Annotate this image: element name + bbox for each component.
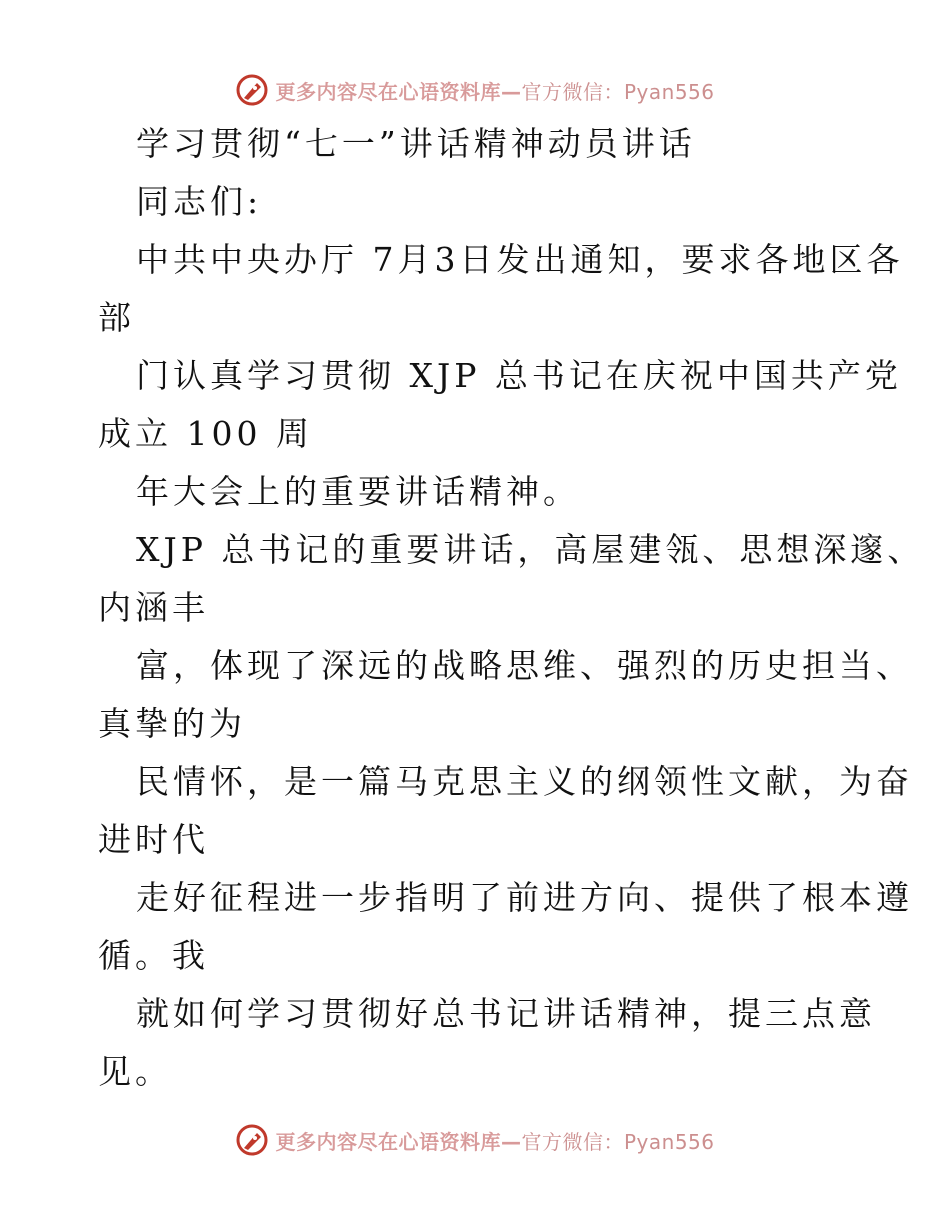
pen-nib-logo-icon xyxy=(235,73,269,107)
paragraph-line: 民情怀，是一篇马克思主义的纲领性文献，为奋 xyxy=(136,762,913,801)
paragraph-line: 循。我 xyxy=(98,936,209,975)
paragraph-line: 真挚的为 xyxy=(98,704,246,743)
paragraph-line: 见。 xyxy=(98,1052,172,1091)
pen-nib-logo-icon xyxy=(235,1123,269,1157)
header-watermark-banner xyxy=(0,70,950,110)
paragraph-line: 年大会上的重要讲话精神。 xyxy=(136,472,580,511)
banner-text: 更多内容尽在心语资料库—官方微信：Pyan556 xyxy=(275,79,715,104)
paragraph-line: 成立 100 周 xyxy=(98,414,313,453)
paragraph-line: 走好征程进一步指明了前进方向、提供了根本遵 xyxy=(136,878,913,917)
paragraph-line: 内涵丰 xyxy=(98,588,209,627)
salutation: 同志们: xyxy=(136,182,263,221)
paragraph-line: 部 xyxy=(98,298,135,337)
banner-text: 更多内容尽在心语资料库—官方微信：Pyan556 xyxy=(275,1129,715,1154)
paragraph-line: 进时代 xyxy=(98,820,209,859)
paragraph-line: 门认真学习贯彻 XJP 总书记在庆祝中国共产党 xyxy=(136,356,902,395)
paragraph-line: 中共中央办厅 7月3日发出通知，要求各地区各 xyxy=(136,240,904,279)
footer-watermark-banner xyxy=(0,1120,950,1160)
paragraph-line: 就如何学习贯彻好总书记讲话精神，提三点意 xyxy=(136,994,876,1033)
paragraph-line: 富，体现了深远的战略思维、强烈的历史担当、 xyxy=(136,646,913,685)
paragraph-line: XJP 总书记的重要讲话，高屋建瓴、思想深邃、 xyxy=(136,530,925,569)
document-title: 学习贯彻“七一”讲话精神动员讲话 xyxy=(136,124,696,163)
